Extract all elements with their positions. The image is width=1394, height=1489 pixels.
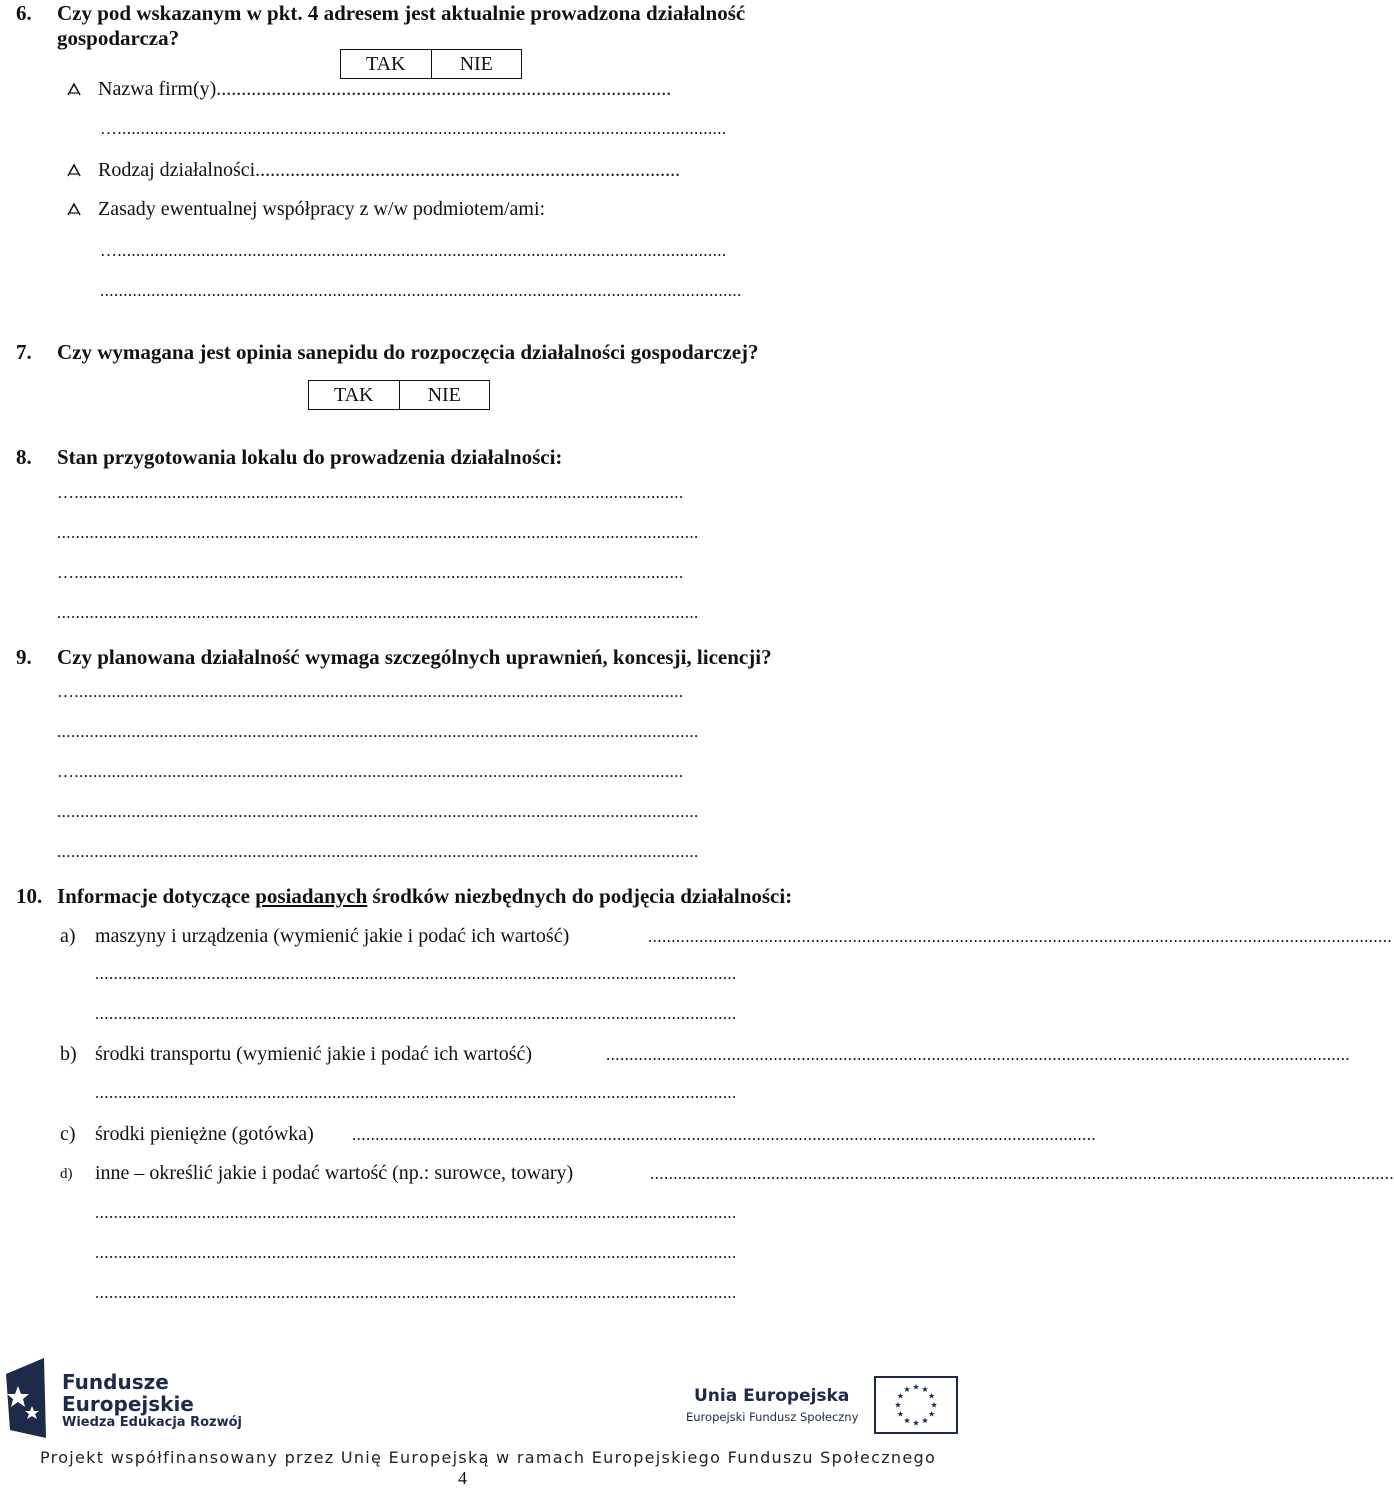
bullet-arrow-icon	[66, 81, 82, 97]
q8-number: 8.	[16, 445, 32, 469]
answer-line[interactable]: ..........................................................................................................................................	[57, 603, 699, 622]
bullet-arrow-icon	[66, 201, 82, 217]
answer-line[interactable]: ..........................................................................................................................................	[57, 842, 699, 861]
q6-yes-no-box	[340, 49, 522, 79]
q10-question-part2: środków niezbędnych do podjęcia działalności:	[367, 884, 793, 908]
q7-question: Czy wymagana jest opinia sanepidu do rozpoczęcia działalności gospodarczej?	[57, 340, 759, 364]
q7-yes-no-box	[308, 380, 490, 410]
answer-line[interactable]: …...................................................................................................................................	[57, 483, 684, 502]
q10-question	[57, 884, 792, 909]
q10-number: 10.	[16, 884, 43, 908]
fe-logo-line1: Fundusze	[62, 1370, 169, 1394]
answer-line[interactable]: …...................................................................................................................................	[57, 563, 684, 582]
footer-project-text: Projekt współfinansowany przez Unię Europejską w ramach Europejskiego Funduszu Społecznego	[40, 1448, 937, 1467]
q10-item-d-label: inne – określić jakie i podać wartość (np.: surowce, towary)	[95, 1162, 574, 1184]
answer-line[interactable]: ................................................................................................................................................................	[352, 1125, 1096, 1144]
q10-item-a-letter: a)	[60, 925, 76, 947]
q10-item-a-label: maszyny i urządzenia (wymienić jakie i podać ich wartość)	[95, 925, 570, 947]
answer-line[interactable]: ................................................................................................................................................................	[648, 927, 1392, 946]
q6-cooperation-label: Zasady ewentualnej współpracy z w/w podmiotem/ami:	[98, 198, 546, 220]
q10-question-part1: Informacje dotyczące	[57, 884, 256, 908]
answer-line[interactable]: ................................................................................................................................................................	[650, 1164, 1394, 1183]
fe-logo-line3: Wiedza Edukacja Rozwój	[62, 1415, 243, 1430]
fe-logo-line2: Europejskie	[62, 1392, 194, 1416]
answer-line[interactable]: ..........................................................................................................................................	[95, 1283, 737, 1302]
page-number: 4	[458, 1468, 467, 1488]
answer-line[interactable]: ..........................................................................................................................................	[57, 802, 699, 821]
q10-item-b-letter: b)	[60, 1043, 77, 1065]
answer-line[interactable]: ................................................................................................................................................................	[606, 1045, 1350, 1064]
q6-activity-type-field[interactable]: Rodzaj działalności.....................................................................................	[98, 159, 681, 181]
eu-logo-line1: Unia Europejska	[694, 1386, 850, 1406]
q7-yes-option[interactable]: TAK	[333, 383, 374, 406]
q9-number: 9.	[16, 645, 32, 669]
q10-item-c-letter: c)	[60, 1123, 76, 1145]
q8-question: Stan przygotowania lokalu do prowadzenia działalności:	[57, 445, 563, 469]
q6-firm-name-field[interactable]: Nazwa firm(y)...........................................................................................	[98, 78, 672, 100]
answer-line[interactable]: ..........................................................................................................................................	[100, 281, 742, 300]
q10-item-d-letter: d)	[60, 1166, 73, 1182]
answer-line[interactable]: ..........................................................................................................................................	[57, 523, 699, 542]
fundusze-europejskie-logo	[4, 1356, 48, 1442]
q10-item-c-label: środki pieniężne (gotówka)	[95, 1123, 314, 1145]
answer-line[interactable]: ..........................................................................................................................................	[95, 1243, 737, 1262]
q6-no-option[interactable]: NIE	[431, 50, 522, 78]
answer-line[interactable]: ..........................................................................................................................................	[95, 1083, 737, 1102]
answer-line[interactable]: ..........................................................................................................................................	[95, 1203, 737, 1222]
q7-number: 7.	[16, 340, 32, 364]
q10-item-b-label: środki transportu (wymienić jakie i podać ich wartość)	[95, 1043, 533, 1065]
answer-line[interactable]: …...................................................................................................................................	[57, 762, 684, 781]
answer-line[interactable]: …...................................................................................................................................	[57, 682, 684, 701]
answer-line[interactable]: …...................................................................................................................................	[100, 241, 727, 260]
q7-no-option[interactable]: NIE	[399, 381, 490, 409]
q9-question: Czy planowana działalność wymaga szczególnych uprawnień, koncesji, licencji?	[57, 645, 772, 669]
answer-line[interactable]: …...................................................................................................................................	[100, 119, 727, 138]
answer-line[interactable]: ..........................................................................................................................................	[57, 722, 699, 741]
bullet-arrow-icon	[66, 162, 82, 178]
q6-question-line2: gospodarcza?	[57, 26, 180, 50]
q10-question-underlined: posiadanych	[255, 884, 368, 908]
answer-line[interactable]: ..........................................................................................................................................	[95, 1004, 737, 1023]
q6-question-line1: Czy pod wskazanym w pkt. 4 adresem jest aktualnie prowadzona działalność	[57, 1, 746, 25]
answer-line[interactable]: ..........................................................................................................................................	[95, 964, 737, 983]
q6-number: 6.	[16, 1, 32, 25]
eu-logo-line2: Europejski Fundusz Społeczny	[686, 1410, 859, 1424]
q6-yes-option[interactable]: TAK	[365, 52, 406, 75]
eu-flag-icon	[874, 1376, 958, 1434]
